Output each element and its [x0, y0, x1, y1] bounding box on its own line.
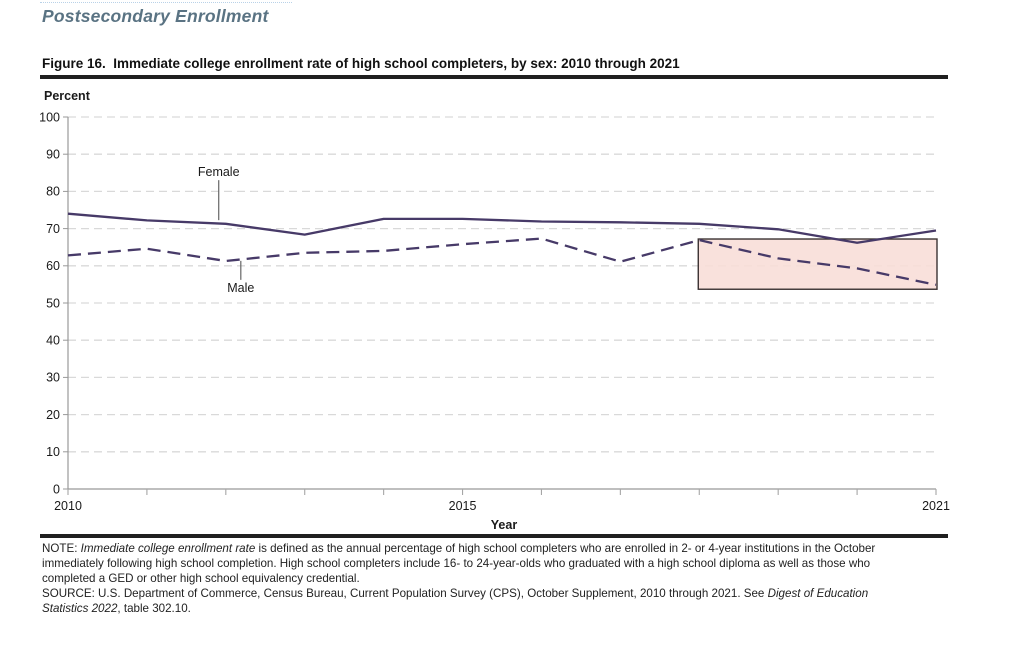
note-text: SOURCE: U.S. Department of Commerce, Census Bureau, Current Population Survey (CPS), October Supplement, 2010 through 2021. See	[42, 587, 768, 601]
note-text: completed a GED or other high school equivalency credential.	[42, 572, 360, 586]
y-tick-label: 10	[46, 445, 60, 460]
x-axis-title: Year	[490, 518, 518, 532]
y-axis-ticks	[63, 117, 68, 489]
y-tick-label: 100	[39, 110, 60, 125]
note-italic-term: Digest of Education	[767, 587, 869, 601]
y-tick-label: 50	[46, 296, 60, 311]
note-italic-term: Immediate college enrollment rate	[80, 542, 256, 555]
y-tick-label: 60	[46, 259, 60, 274]
y-tick-label: 20	[46, 407, 60, 422]
annotation-label-female: Female	[197, 165, 240, 180]
x-axis-ticks	[68, 489, 936, 495]
y-tick-label: 70	[46, 221, 60, 236]
y-tick-label: 40	[46, 333, 60, 348]
y-axis-tick-labels	[39, 110, 60, 496]
y-tick-label: 30	[46, 370, 60, 385]
y-tick-label: 90	[46, 147, 60, 162]
figure-notes	[42, 541, 932, 616]
annotation-label-male: Male	[227, 280, 255, 295]
section-title: Postsecondary Enrollment	[42, 6, 269, 26]
note-text: is defined as the annual percentage of high school completers who are enrolled in 2- or 4-year institutions in the October	[255, 542, 876, 555]
y-tick-label: 0	[53, 482, 60, 497]
x-tick-label: 2010	[54, 499, 82, 513]
note-italic-term: Statistics 2022	[42, 602, 118, 616]
x-tick-label: 2021	[922, 499, 950, 513]
note-text: immediately following high school completion. High school completers include 16- to 24-year-olds who graduated with a high school diploma as well as those who	[42, 557, 871, 571]
y-axis-title: Percent	[44, 89, 90, 103]
figure-title: Figure 16. Immediate college enrollment rate of high school completers, by sex: 2010 through 2021	[42, 56, 680, 71]
figure-bottom-rule	[40, 534, 948, 538]
x-tick-label: 2015	[448, 499, 477, 513]
y-tick-label: 80	[46, 184, 60, 199]
note-text: , table 302.10.	[117, 602, 191, 616]
note-text: NOTE:	[42, 542, 81, 555]
